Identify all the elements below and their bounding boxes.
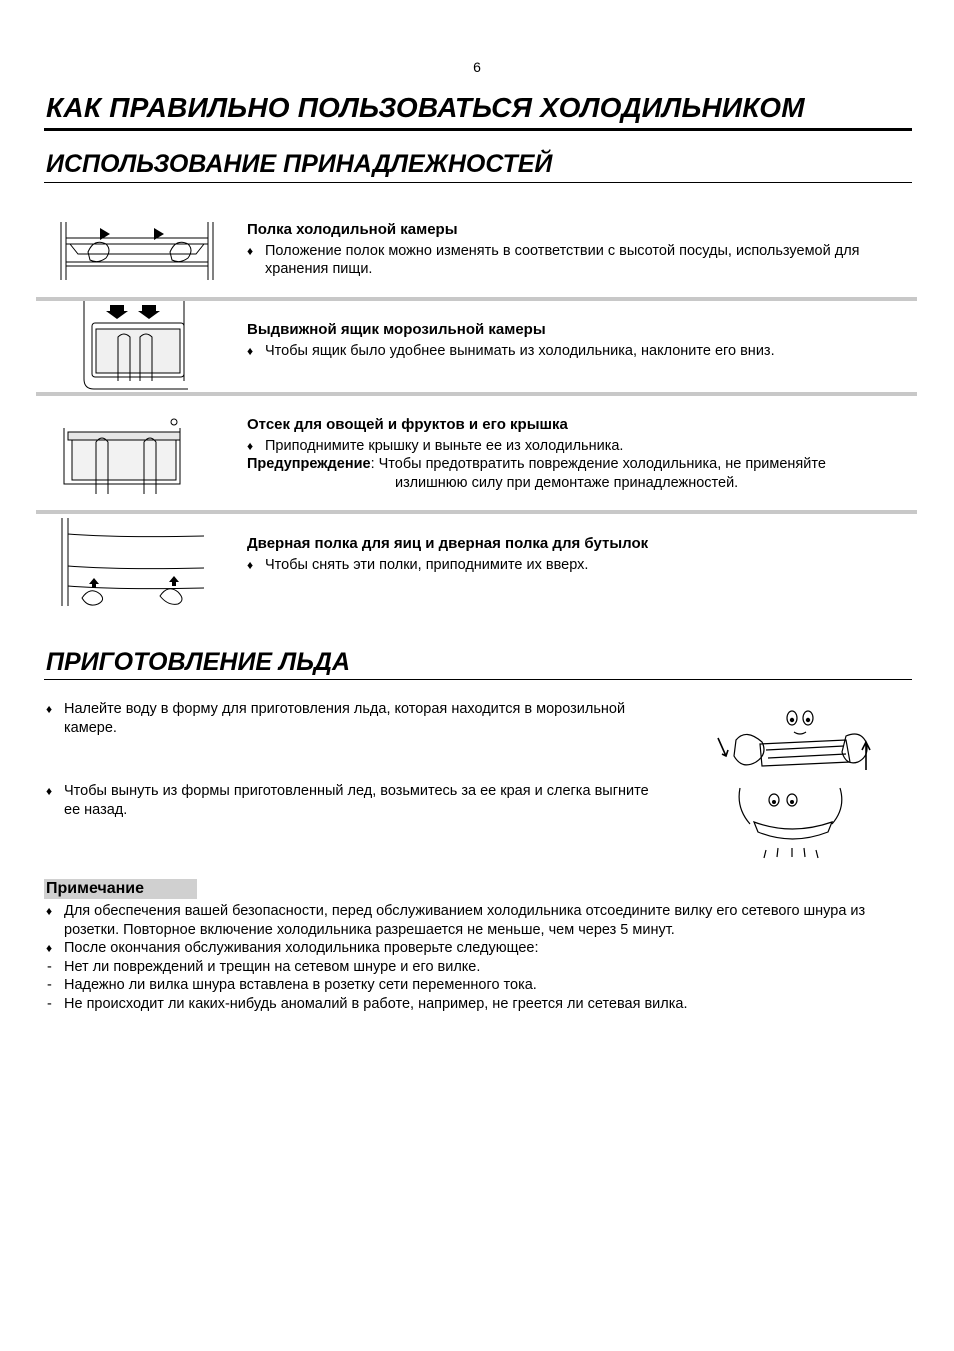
dash-marker: - bbox=[47, 958, 52, 975]
shelf-bullet-text: Положение полок можно изменять в соответствии с высотой посуды, используемой для хранения пищи. bbox=[265, 242, 860, 277]
note-dash-2-text: Надежно ли вилка шнура вставлена в розетку сети переменного тока. bbox=[64, 977, 537, 994]
dash-marker: - bbox=[47, 977, 52, 994]
note-bullet-1 bbox=[46, 902, 906, 939]
door-shelf-title: Дверная полка для яиц и дверная полка для бутылок bbox=[247, 535, 649, 552]
bullet-icon: ♦ bbox=[247, 343, 254, 358]
vegetable-bullet bbox=[247, 437, 907, 456]
note-list bbox=[46, 902, 906, 1014]
ice-bullet-1 bbox=[46, 700, 666, 738]
vegetable-compartment-illustration bbox=[60, 418, 186, 494]
door-shelf-section bbox=[247, 535, 907, 574]
ice-bullet-1-text: Налейте воду в форму для приготовления льда, которая находится в морозильной камере. bbox=[64, 701, 626, 736]
accessories-rule bbox=[44, 182, 912, 183]
vegetable-section bbox=[247, 416, 907, 492]
page-title: КАК ПРАВИЛЬНО ПОЛЬЗОВАТЬСЯ ХОЛОДИЛЬНИКОМ bbox=[46, 92, 805, 123]
page-number: 6 bbox=[473, 59, 481, 75]
accessories-heading: ИСПОЛЬЗОВАНИЕ ПРИНАДЛЕЖНОСТЕЙ bbox=[46, 150, 553, 178]
dash-marker: - bbox=[47, 995, 52, 1012]
ice-heading: ПРИГОТОВЛЕНИЕ ЛЬДА bbox=[46, 648, 351, 676]
ice-bullet-2 bbox=[46, 782, 666, 820]
freezer-drawer-bullet-text: Чтобы ящик было удобнее вынимать из холодильника, наклоните его вниз. bbox=[265, 342, 775, 359]
note-label: Примечание bbox=[44, 879, 197, 899]
warning-text: : Чтобы предотвратить повреждение холодильника, не применяйте bbox=[370, 456, 826, 472]
ice-bullet-2-text: Чтобы вынуть из формы приготовленный лед, возьмитесь за ее края и слегка выгните ее назад. bbox=[64, 783, 649, 818]
freezer-drawer-illustration bbox=[80, 301, 190, 391]
note-dash-3-text: Не происходит ли каких-нибудь аномалий в работе, например, не греется ли сетевая вилка. bbox=[64, 995, 688, 1012]
bullet-icon: ♦ bbox=[247, 438, 254, 453]
note-bullet-1-text: Для обеспечения вашей безопасности, перед обслуживанием холодильника отсоедините вилку его сетевого шнура из розетки. Повторное включение холодильника разрешается не меньше, чем через 5 минут. bbox=[64, 903, 866, 938]
bullet-icon: ♦ bbox=[46, 702, 53, 716]
door-shelf-illustration bbox=[58, 516, 208, 608]
note-dash-1-text: Нет ли повреждений и трещин на сетевом шнуре и его вилке. bbox=[64, 958, 481, 975]
vegetable-title: Отсек для овощей и фруктов и его крышка bbox=[247, 416, 568, 433]
freezer-drawer-section bbox=[247, 321, 907, 360]
title-rule bbox=[44, 128, 912, 131]
freezer-drawer-bullet bbox=[247, 342, 907, 361]
shelf-bullet bbox=[247, 242, 907, 279]
ice-tray-illustration bbox=[700, 704, 880, 860]
separator-2 bbox=[36, 392, 917, 396]
note-dash-1 bbox=[46, 958, 906, 977]
separator-3 bbox=[36, 510, 917, 514]
door-shelf-bullet-text: Чтобы снять эти полки, приподнимите их вверх. bbox=[265, 556, 589, 573]
door-shelf-bullet bbox=[247, 556, 907, 575]
note-dash-3 bbox=[46, 995, 906, 1014]
shelf-section bbox=[247, 221, 907, 279]
note-dash-2 bbox=[46, 976, 906, 995]
note-bullet-2 bbox=[46, 939, 906, 958]
vegetable-bullet-text: Приподнимите крышку и выньте ее из холодильника. bbox=[265, 437, 624, 454]
freezer-drawer-title: Выдвижной ящик морозильной камеры bbox=[247, 321, 546, 338]
warning-line bbox=[247, 455, 907, 474]
bullet-icon: ♦ bbox=[247, 557, 254, 572]
bullet-icon: ♦ bbox=[46, 941, 53, 956]
bullet-icon: ♦ bbox=[247, 243, 254, 258]
shelf-title: Полка холодильной камеры bbox=[247, 221, 458, 238]
bullet-icon: ♦ bbox=[46, 784, 53, 798]
warning-label: Предупреждение bbox=[247, 456, 371, 472]
note-bullet-2-text: После окончания обслуживания холодильника проверьте следующее: bbox=[64, 940, 539, 957]
shelf-illustration bbox=[58, 218, 216, 284]
ice-rule bbox=[44, 679, 912, 680]
bullet-icon: ♦ bbox=[46, 904, 53, 918]
warning-continuation: излишнюю силу при демонтаже принадлежностей. bbox=[395, 474, 739, 491]
